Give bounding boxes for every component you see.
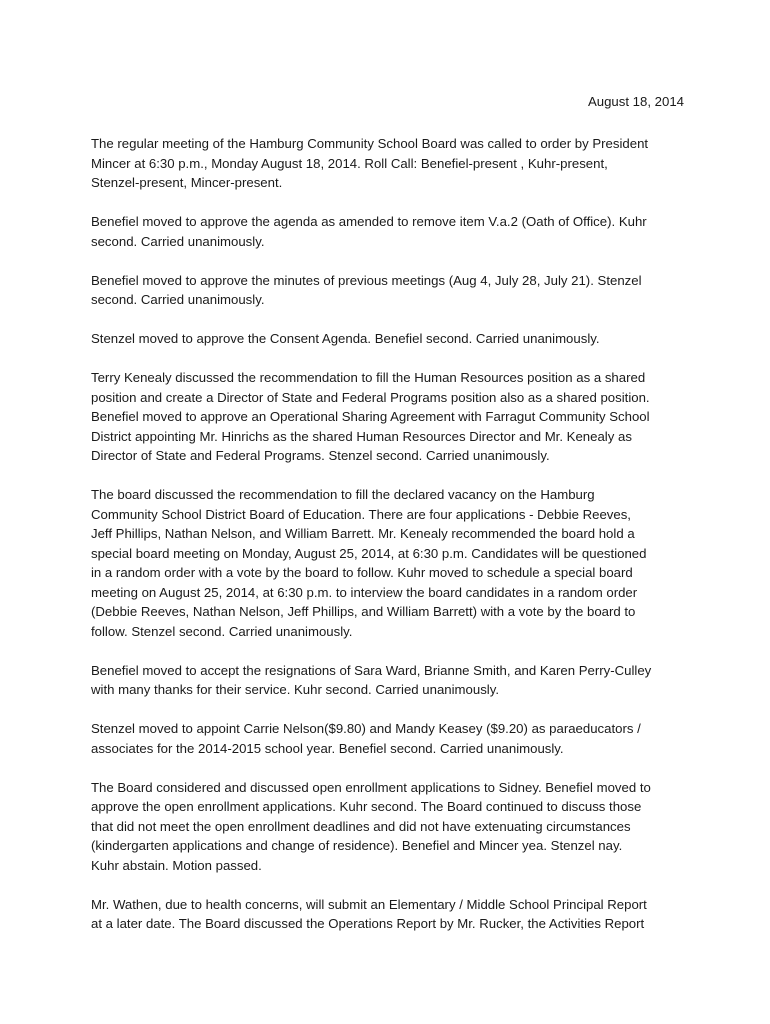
paragraph-paraeducators: Stenzel moved to appoint Carrie Nelson($9.80) and Mandy Keasey ($9.20) as paraeducators / associates for the 2014-2015 school year. Benefiel second. Carried unanimously. bbox=[91, 721, 641, 756]
paragraph-minutes: Benefiel moved to approve the minutes of previous meetings (Aug 4, July 28, July 21). Stenzel second. Carried unanimously. bbox=[91, 272, 642, 307]
paragraph-agenda: Benefiel moved to approve the agenda as amended to remove item V.a.2 (Oath of Office). Kuhr second. Carried unanimously. bbox=[91, 214, 647, 249]
paragraph-board-vacancy: The board discussed the recommendation to fill the declared vacancy on the Hamburg Community School District Board of Education. There are four applications - Debbie Reeves, Jeff Phillips, Nathan Nelson, and William Barrett. Mr. Kenealy recommended the board hold a special board meeting on Monday, August 25, 2014, at 6:30 p.m. Candidates will be questioned in a random order with a vote by the board to follow. Kuhr moved to schedule a special board meeting on August 25, 2014, at 6:30 p.m. to interview the board candidates in a random order (Debbie Reeves, Nathan Nelson, Jeff Phillips, and William Barrett) with a vote by the board to follow. Stenzel second. Carried unanimously. bbox=[91, 487, 647, 639]
paragraph-shared-positions: Terry Kenealy discussed the recommendation to fill the Human Resources position as a shared position and create a Director of State and Federal Programs position also as a shared position. Benefiel moved to approve an Operational Sharing Agreement with Farragut Community School District appointing Mr. Hinrichs as the shared Human Resources Director and Mr. Kenealy as Director of State and Federal Programs. Stenzel second. Carried unanimously. bbox=[91, 370, 650, 463]
paragraph-consent-agenda: Stenzel moved to approve the Consent Agenda. Benefiel second. Carried unanimously. bbox=[91, 331, 600, 346]
document-date: August 18, 2014 bbox=[587, 94, 684, 109]
paragraph-reports: Mr. Wathen, due to health concerns, will submit an Elementary / Middle School Principal Report at a later date. The Board discussed the Operations Report by Mr. Rucker, the Activities Report bbox=[91, 896, 647, 931]
paragraph-open-enrollment: The Board considered and discussed open enrollment applications to Sidney. Benefiel moved to approve the open enrollment applications. Kuhr second. The Board continued to discuss those that did not meet the open enrollment deadlines and did not have extenuating circumstances (kindergarten applications and change of residence). Benefiel and Mincer yea. Stenzel nay. Kuhr abstain. Motion passed. bbox=[91, 779, 651, 873]
document-body bbox=[91, 134, 703, 953]
paragraph-resignations: Benefiel moved to accept the resignations of Sara Ward, Brianne Smith, and Karen Perry-Culley with many thanks for their service. Kuhr second. Carried unanimously. bbox=[91, 662, 652, 697]
paragraph-call-to-order: The regular meeting of the Hamburg Community School Board was called to order by President Mincer at 6:30 p.m., Monday August 18, 2014. Roll Call: Benefiel-present , Kuhr-present, Stenzel-present, Mincer-present. bbox=[91, 136, 649, 190]
